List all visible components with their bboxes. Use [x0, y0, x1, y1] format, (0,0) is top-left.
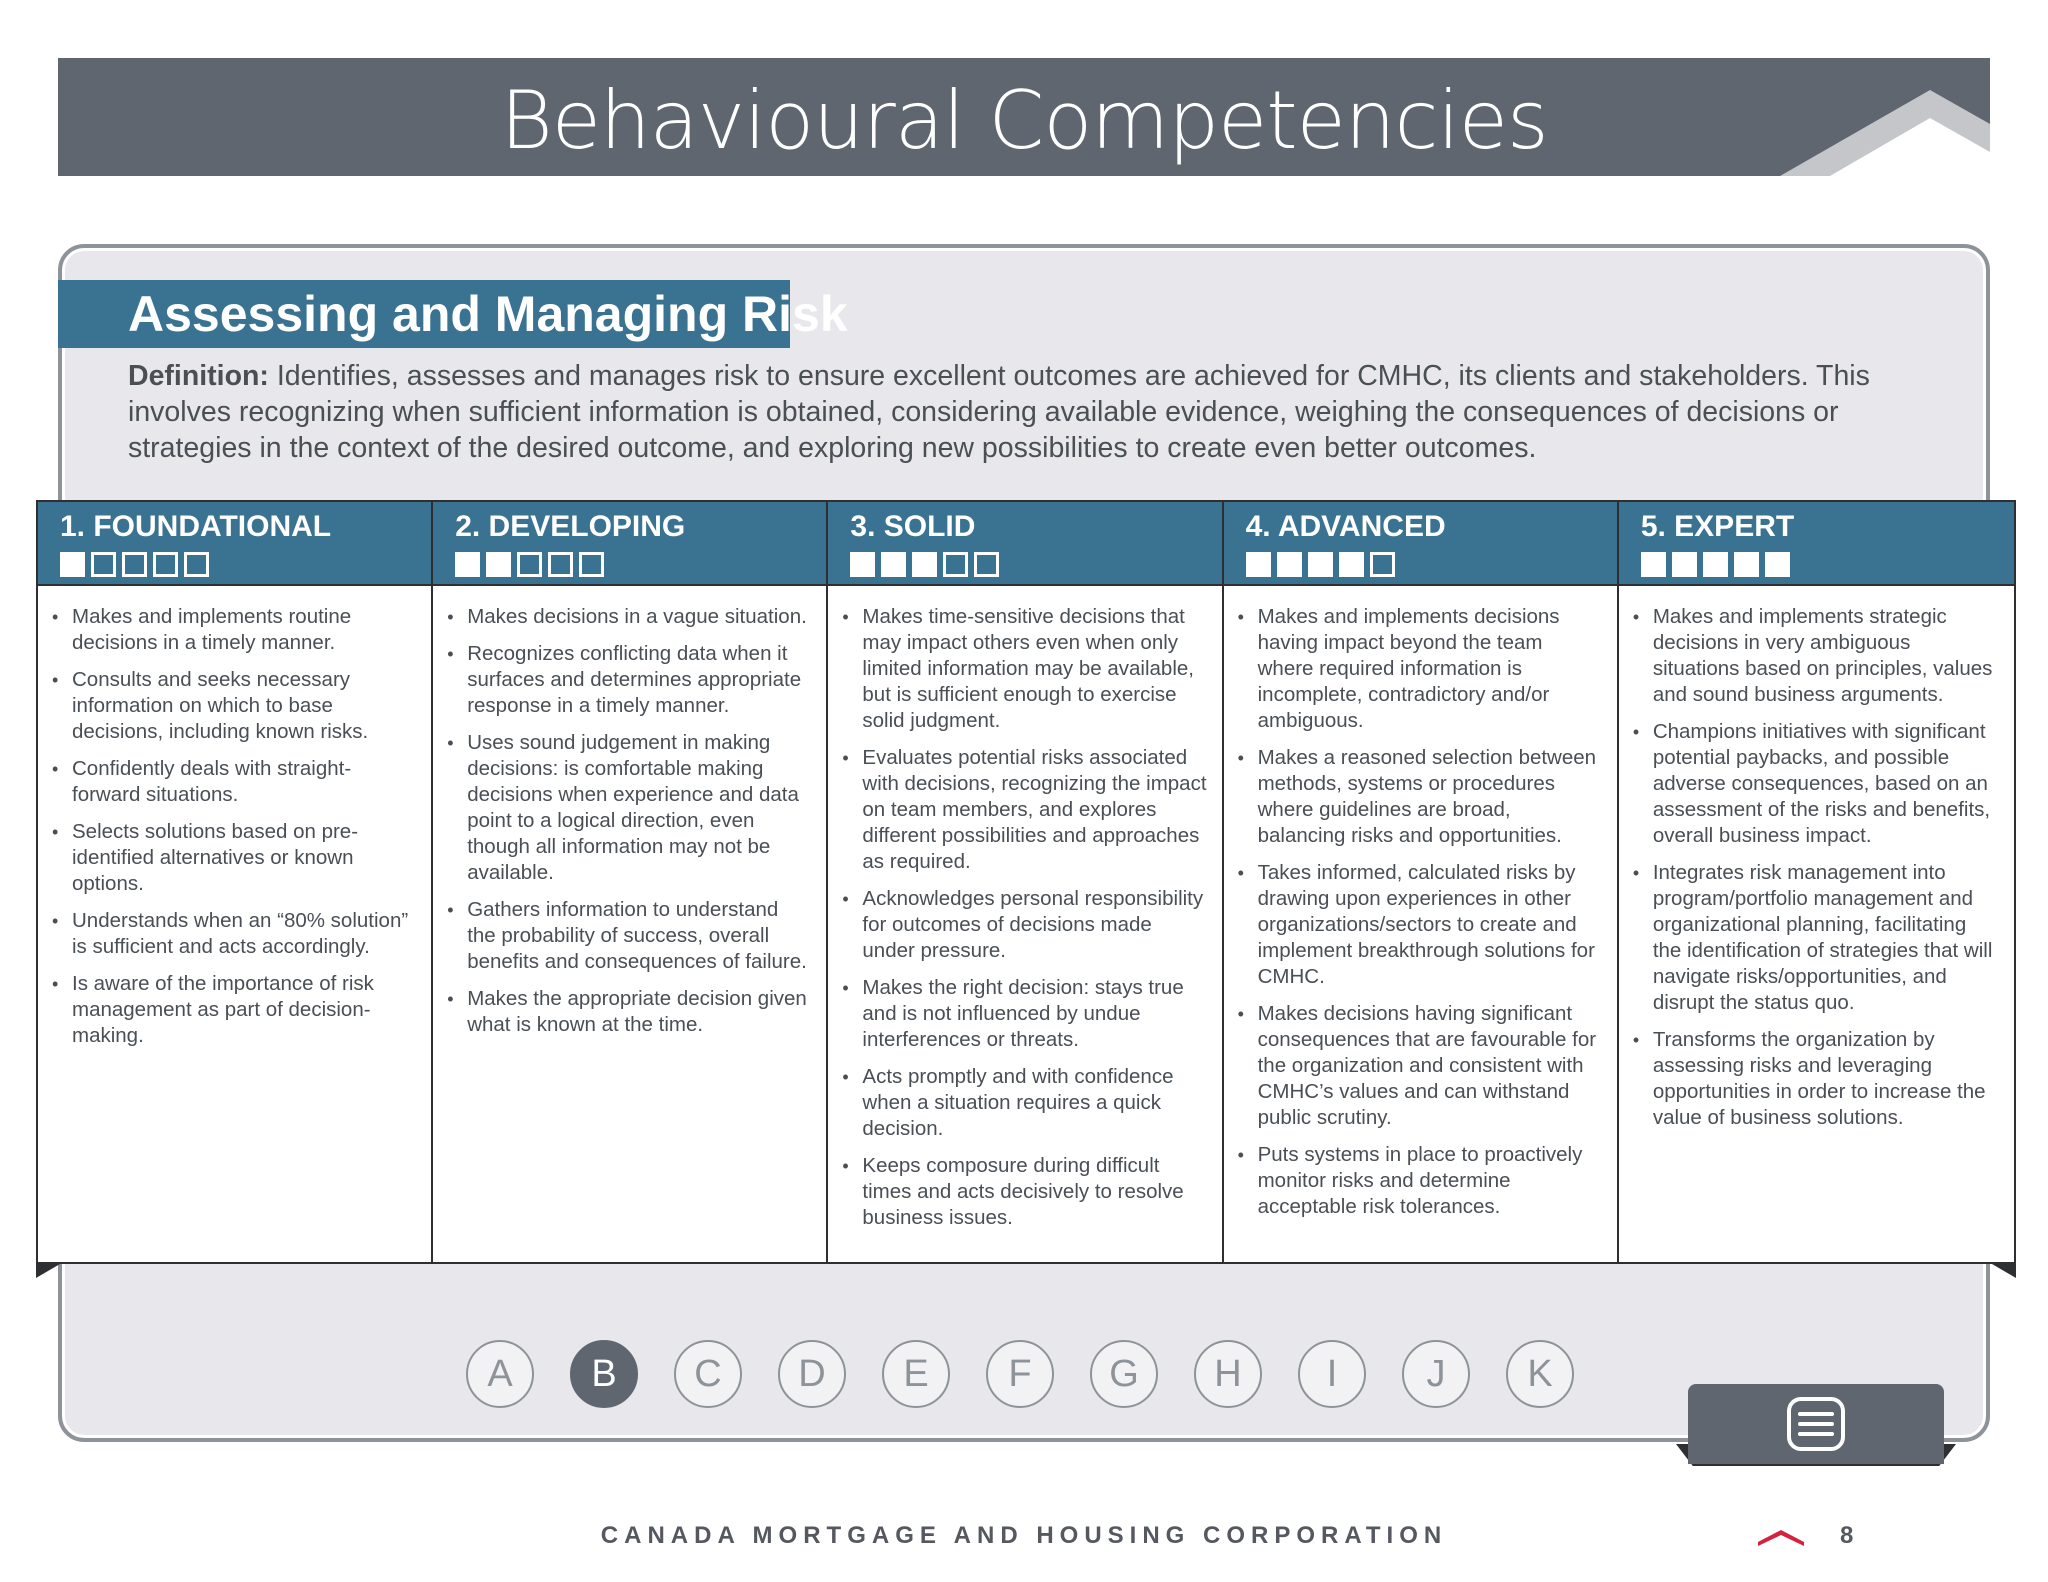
level-box-icon	[455, 552, 480, 577]
list-item: • Selects solutions based on pre-identified alternatives or known options.	[52, 819, 417, 897]
list-item: • Makes the appropriate decision given what is known at the time.	[447, 986, 812, 1038]
list-item: • Integrates risk management into program/portfolio management and organizational planning, facilitating the identification of strategies that will navigate risks/opportunities, and disrupt the status quo.	[1633, 860, 2000, 1016]
levels-table	[36, 500, 2016, 1264]
level-items	[1224, 586, 1617, 1231]
roof-decoration-icon	[1770, 58, 1990, 176]
nav-letter-g[interactable]: G	[1090, 1340, 1158, 1408]
level-header	[433, 502, 826, 586]
level-header	[828, 502, 1221, 586]
level-box-icon	[1277, 552, 1302, 577]
level-header	[38, 502, 431, 586]
nav-letter-i[interactable]: I	[1298, 1340, 1366, 1408]
table-corner-right	[1992, 1264, 2016, 1278]
list-item: • Makes time-sensitive decisions that may impact others even when only limited information may be available, but is sufficient enough to exercise solid judgment.	[842, 604, 1207, 734]
list-item: • Champions initiatives with significant potential paybacks, and possible adverse consequences, based on an assessment of the risks and benefits, overall business impact.	[1633, 719, 2000, 849]
nav-letter-e[interactable]: E	[882, 1340, 950, 1408]
nav-letter-b[interactable]: B	[570, 1340, 638, 1408]
level-column-developing	[433, 502, 828, 1262]
list-item: • Is aware of the importance of risk management as part of decision-making.	[52, 971, 417, 1049]
level-column-advanced	[1224, 502, 1619, 1262]
level-items	[38, 586, 431, 1060]
level-box-icon	[91, 552, 116, 577]
header-banner	[58, 58, 1990, 176]
list-item: • Makes decisions in a vague situation.	[447, 604, 812, 630]
level-box-icon	[122, 552, 147, 577]
level-column-solid	[828, 502, 1223, 1262]
level-box-icon	[1370, 552, 1395, 577]
level-column-foundational	[38, 502, 433, 1262]
list-item: • Understands when an “80% solution” is sufficient and acts accordingly.	[52, 908, 417, 960]
nav-letter-c[interactable]: C	[674, 1340, 742, 1408]
level-box-icon	[912, 552, 937, 577]
list-item: • Uses sound judgement in making decisions: is comfortable making decisions when experience and data point to a logical direction, even though all information may not be available.	[447, 730, 812, 886]
list-item: • Makes and implements routine decisions in a timely manner.	[52, 604, 417, 656]
level-box-icon	[579, 552, 604, 577]
nav-letter-k[interactable]: K	[1506, 1340, 1574, 1408]
list-item: • Puts systems in place to proactively monitor risks and determine acceptable risk tolerances.	[1238, 1142, 1603, 1220]
list-item: • Recognizes conflicting data when it surfaces and determines appropriate response in a timely manner.	[447, 641, 812, 719]
roof-chevron-icon	[1758, 1528, 1804, 1546]
level-box-icon	[486, 552, 511, 577]
list-item: • Confidently deals with straight-forward situations.	[52, 756, 417, 808]
level-box-icon	[1672, 552, 1697, 577]
table-corner-left	[36, 1264, 60, 1278]
level-box-icon	[60, 552, 85, 577]
level-box-icon	[1703, 552, 1728, 577]
level-box-icon	[1308, 552, 1333, 577]
level-indicator	[60, 552, 431, 577]
definition-label: Definition:	[128, 360, 269, 392]
nav-letter-f[interactable]: F	[986, 1340, 1054, 1408]
list-item: • Acknowledges personal responsibility for outcomes of decisions made under pressure.	[842, 886, 1207, 964]
level-box-icon	[1246, 552, 1271, 577]
level-box-icon	[548, 552, 573, 577]
level-header	[1619, 502, 2014, 586]
level-indicator	[850, 552, 1221, 577]
list-item: • Makes a reasoned selection between methods, systems or procedures where guidelines are broad, balancing risks and opportunities.	[1238, 745, 1603, 849]
level-title: 5. EXPERT	[1640, 510, 1795, 543]
level-box-icon	[517, 552, 542, 577]
footer-organization: CANADA MORTGAGE AND HOUSING CORPORATION	[600, 1522, 1448, 1549]
level-title: 1. FOUNDATIONAL	[60, 510, 332, 543]
list-item: • Gathers information to understand the probability of success, overall benefits and consequences of failure.	[447, 897, 812, 975]
list-item: • Makes the right decision: stays true and is not influenced by undue interferences or threats.	[842, 975, 1207, 1053]
level-box-icon	[184, 552, 209, 577]
nav-letter-a[interactable]: A	[466, 1340, 534, 1408]
level-indicator	[1641, 552, 2014, 577]
level-title: 3. SOLID	[850, 510, 976, 543]
page-number: 8	[1840, 1522, 1854, 1549]
list-item: • Makes and implements decisions having impact beyond the team where required information is incomplete, contradictory and/or ambiguous.	[1238, 604, 1603, 734]
nav-letter-h[interactable]: H	[1194, 1340, 1262, 1408]
level-header	[1224, 502, 1617, 586]
list-item: • Takes informed, calculated risks by drawing upon experiences in other organizations/sectors to create and implement breakthrough solutions for CMHC.	[1238, 860, 1603, 990]
level-box-icon	[974, 552, 999, 577]
list-item: • Makes decisions having significant consequences that are favourable for the organization and consistent with CMHC’s values and can withstand public scrutiny.	[1238, 1001, 1603, 1131]
level-box-icon	[1641, 552, 1666, 577]
list-item: • Consults and seeks necessary information on which to base decisions, including known risks.	[52, 667, 417, 745]
level-indicator	[455, 552, 826, 577]
level-box-icon	[1765, 552, 1790, 577]
level-items	[828, 586, 1221, 1242]
list-item: • Keeps composure during difficult times and acts decisively to resolve business issues.	[842, 1153, 1207, 1231]
level-indicator	[1246, 552, 1617, 577]
competency-title-bar	[58, 280, 848, 348]
level-items	[1619, 586, 2014, 1142]
level-items	[433, 586, 826, 1049]
menu-list-icon	[1786, 1396, 1846, 1452]
nav-letter-j[interactable]: J	[1402, 1340, 1470, 1408]
level-box-icon	[1339, 552, 1364, 577]
competency-definition	[128, 358, 1928, 466]
level-box-icon	[881, 552, 906, 577]
level-title: 4. ADVANCED	[1245, 510, 1446, 543]
level-column-expert	[1619, 502, 2014, 1262]
list-item: • Transforms the organization by assessing risks and leveraging opportunities in order to increase the value of business solutions.	[1633, 1027, 2000, 1131]
competency-title: Assessing and Managing Risk	[128, 286, 848, 342]
menu-button[interactable]	[1688, 1384, 1944, 1464]
competency-letter-nav	[466, 1340, 1574, 1408]
page-title: Behavioural Competencies	[500, 74, 1548, 167]
nav-letter-d[interactable]: D	[778, 1340, 846, 1408]
level-title: 2. DEVELOPING	[455, 510, 686, 543]
level-box-icon	[850, 552, 875, 577]
list-item: • Evaluates potential risks associated with decisions, recognizing the impact on team members, and explores different possibilities and approaches as required.	[842, 745, 1207, 875]
level-box-icon	[1734, 552, 1759, 577]
definition-text: Identifies, assesses and manages risk to ensure excellent outcomes are achieved for CMHC, its clients and stakeholders. This involves recognizing when sufficient information is obtained, considering available evidence, weighing the consequences of decisions or strategies in the context of the desired outcome, and exploring new possibilities to create even better outcomes.	[128, 360, 1870, 464]
list-item: • Acts promptly and with confidence when a situation requires a quick decision.	[842, 1064, 1207, 1142]
level-box-icon	[943, 552, 968, 577]
level-box-icon	[153, 552, 178, 577]
list-item: • Makes and implements strategic decisions in very ambiguous situations based on principles, values and sound business arguments.	[1633, 604, 2000, 708]
